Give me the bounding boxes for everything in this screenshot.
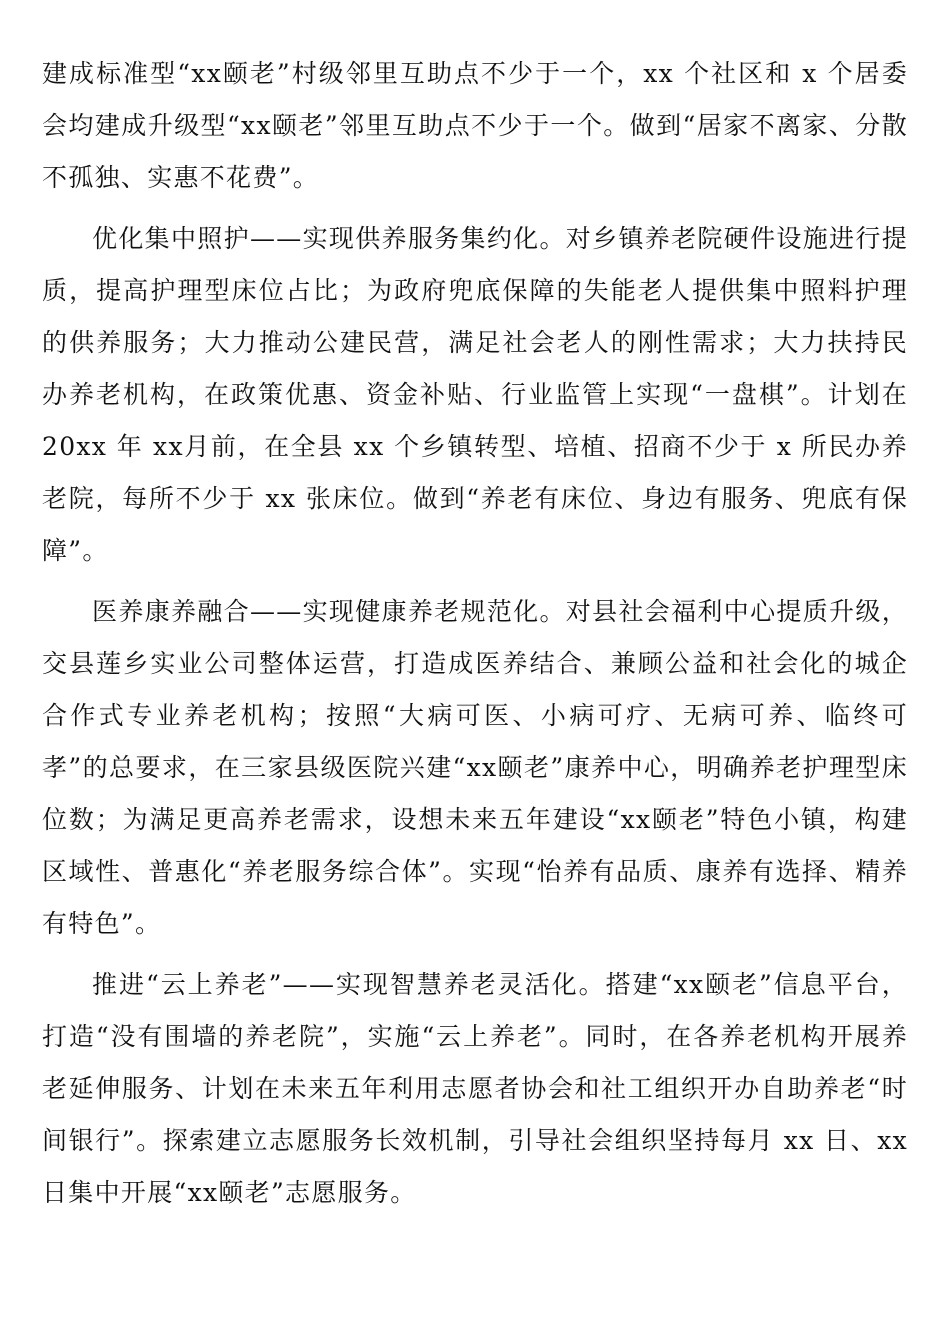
paragraph-medical-care-integration: 医养康养融合——实现健康养老规范化。对县社会福利中心提质升级，交县莲乡实业公司整体运营，打造成医养结合、兼顾公益和社会化的城企合作式专业养老机构；按照“大病可医、小病可疗、无病可养、临终可孝”的总要求，在三家县级医院兴建“xx颐老”康养中心，明确养老护理型床位数；为满足更高养老需求，设想未来五年建设“xx颐老”特色小镇，构建区域性、普惠化“养老服务综合体”。实现“怡养有品质、康养有选择、精养有特色”。	[42, 597, 908, 938]
paragraph-continuation: 建成标准型“xx颐老”村级邻里互助点不少于一个，xx 个社区和 x 个居委会均建成升级型“xx颐老”邻里互助点不少于一个。做到“居家不离家、分散不孤独、实惠不花费”。	[42, 59, 908, 192]
paragraph-cloud-elderly-care: 推进“云上养老”——实现智慧养老灵活化。搭建“xx颐老”信息平台，打造“没有围墙的养老院”，实施“云上养老”。同时，在各养老机构开展养老延伸服务、计划在未来五年利用志愿者协会和社工组织开办自助养老“时间银行”。探索建立志愿服务长效机制，引导社会组织坚持每月 xx 日、xx 日集中开展“xx颐老”志愿服务。	[42, 970, 908, 1207]
document-body	[42, 48, 908, 1228]
paragraph-centralized-care: 优化集中照护——实现供养服务集约化。对乡镇养老院硬件设施进行提质，提高护理型床位占比；为政府兜底保障的失能老人提供集中照料护理的供养服务；大力推动公建民营，满足社会老人的刚性需求；大力扶持民办养老机构，在政策优惠、资金补贴、行业监管上实现“一盘棋”。计划在 20xx 年 xx月前，在全县 xx 个乡镇转型、培植、招商不少于 x 所民办养老院，每所不少于 xx 张床位。做到“养老有床位、身边有服务、兜底有保障”。	[42, 224, 908, 565]
